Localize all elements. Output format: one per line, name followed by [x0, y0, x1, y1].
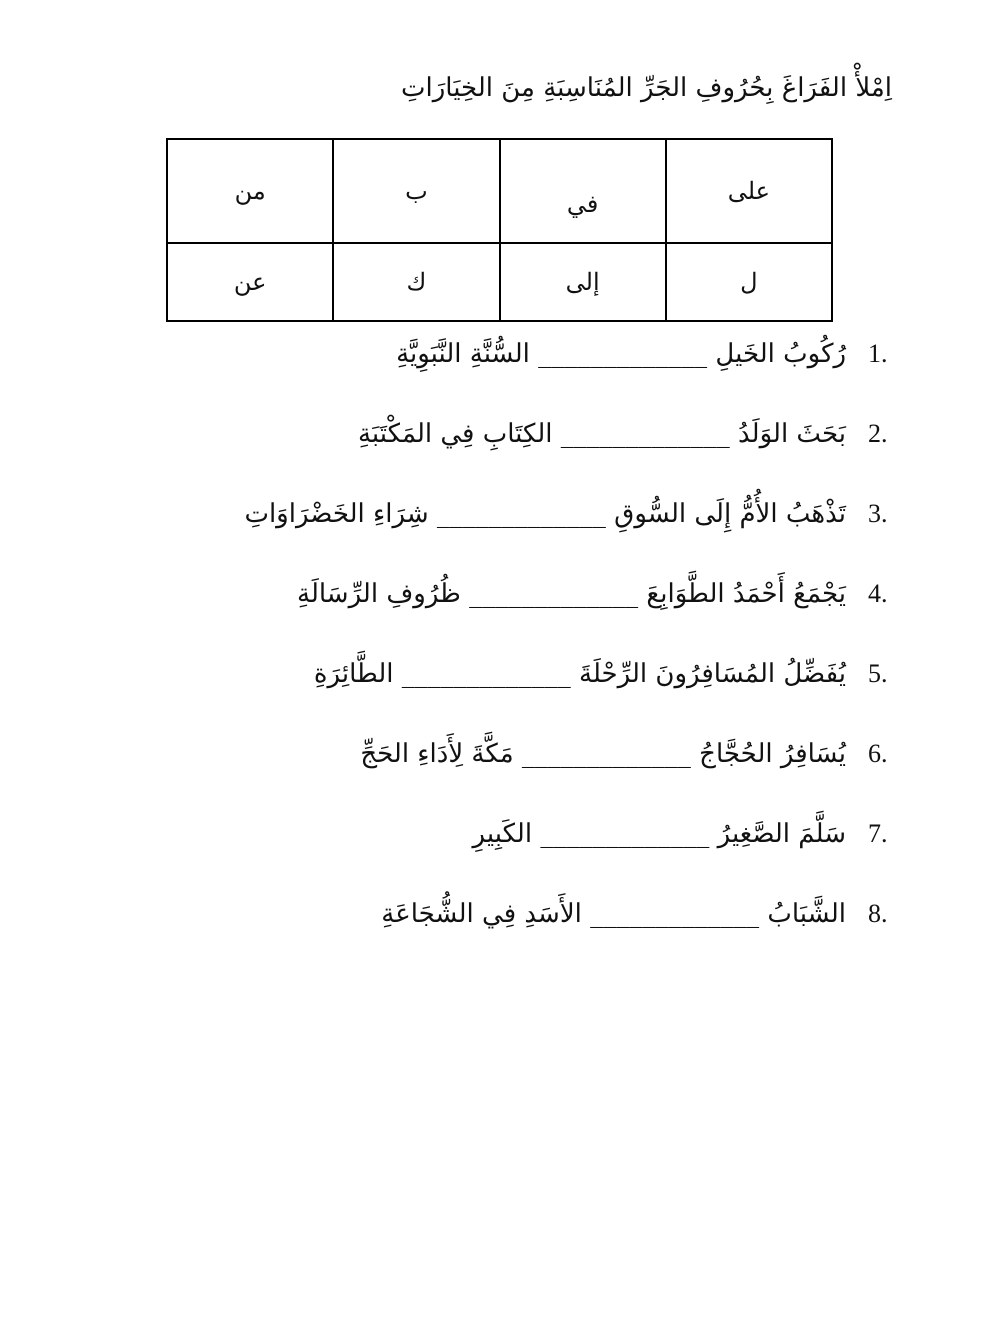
choice-cell: إلى [500, 243, 666, 321]
exercise-item [154, 574, 914, 614]
choice-cell: على [666, 139, 832, 243]
choice-cell: ك [333, 243, 499, 321]
exercise-item [154, 414, 914, 454]
choice-cell: من [167, 139, 333, 243]
item-number: 2. [868, 419, 888, 448]
item-sentence: يَجْمَعُ أَحْمَدُ الطَّوَابِعَ _____________ ظُرُوفِ الرِّسَالَةِ [297, 579, 846, 609]
choice-cell: ل [666, 243, 832, 321]
item-sentence: تَذْهَبُ الأُمُّ إِلَى السُّوقِ _____________ شِرَاءِ الخَضْرَاوَاتِ [244, 499, 846, 529]
item-sentence: يُفَضِّلُ المُسَافِرُونَ الرِّحْلَةَ _____________ الطَّائِرَةِ [313, 659, 846, 689]
exercise-item [154, 814, 914, 854]
item-sentence: رُكُوبُ الخَيلِ _____________ السُّنَّةِ النَّبَوِيَّةِ [396, 339, 846, 369]
item-sentence: سَلَّمَ الصَّغِيرُ _____________ الكَبِيرِ [472, 819, 846, 849]
instruction-title: اِمْلأْ الفَرَاغَ بِحُرُوفِ الجَرِّ المُنَاسِبَةِ مِنَ الخِيَارَاتِ [401, 73, 892, 103]
exercise-item [154, 494, 914, 534]
exercise-item [154, 734, 914, 774]
item-number: 5. [868, 659, 888, 688]
item-number: 7. [868, 819, 888, 848]
exercise-item [154, 654, 914, 694]
choices-table [166, 138, 833, 322]
item-number: 6. [868, 739, 888, 768]
item-sentence: الشَّبَابُ _____________ الأَسَدِ فِي الشُّجَاعَةِ [381, 899, 846, 929]
item-number: 4. [868, 579, 888, 608]
choice-cell: عن [167, 243, 333, 321]
choices-row [167, 243, 832, 321]
choice-cell: ب [333, 139, 499, 243]
item-sentence: بَحَثَ الوَلَدُ _____________ الكِتَابِ فِي المَكْتَبَةِ [357, 419, 846, 449]
item-number: 3. [868, 499, 888, 528]
choices-row [167, 139, 832, 243]
exercise-item [154, 894, 914, 934]
item-number: 1. [868, 339, 888, 368]
item-sentence: يُسَافِرُ الحُجَّاجُ _____________ مَكَّةَ لِأَدَاءِ الحَجِّ [360, 739, 846, 769]
exercise-item [154, 334, 914, 374]
choice-cell: في [500, 139, 666, 243]
item-number: 8. [868, 899, 888, 928]
